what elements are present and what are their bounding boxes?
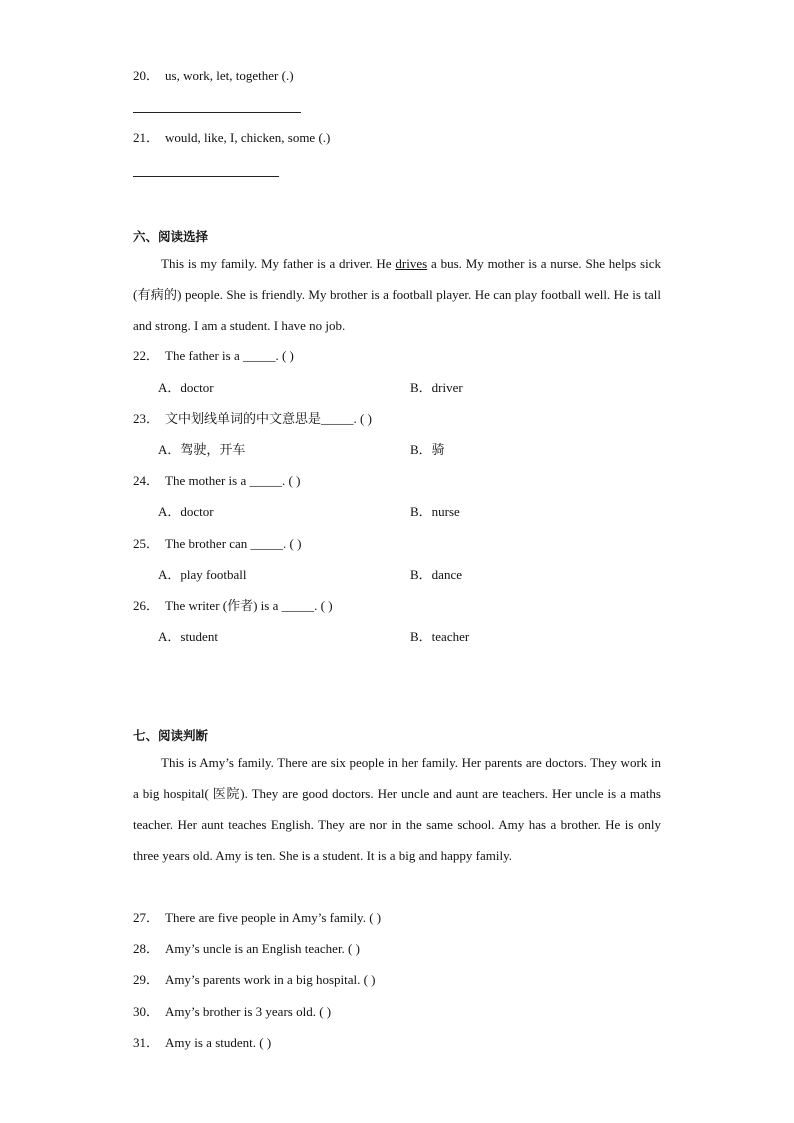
option-24-a[interactable]: A．doctor [158,504,214,519]
option-25-a[interactable]: A．play football [158,567,247,582]
question-22 [133,347,294,365]
answer-line-20[interactable] [133,112,301,113]
question-text: us, work, let, together (.) [165,68,294,83]
question-28 [133,940,360,958]
option-23-b[interactable]: B．骑 [410,442,445,457]
passage-family [133,248,661,341]
question-number: 30． [133,1004,160,1019]
question-number: 21． [133,130,160,145]
question-23 [133,410,372,428]
question-number: 27． [133,910,160,925]
option-26-b[interactable]: B．teacher [410,629,470,644]
question-25 [133,535,301,553]
passage-text: a bus. My mother is a nurse. She helps sick (有病的) people. She is friendly. My brother is a football player. He can play football well. He is tall and strong. I am a student. I have no job. [133,256,661,333]
question-number: 23． [133,411,160,426]
section-heading-reading-choice: 六、阅读选择 [133,229,209,244]
question-text: The father is a _____. ( ) [165,348,294,363]
question-number: 20． [133,68,160,83]
question-number: 31． [133,1035,160,1050]
option-26-a[interactable]: A．student [158,629,218,644]
question-number: 25． [133,536,160,551]
question-text: Amy’s uncle is an English teacher. ( ) [165,941,360,956]
question-number: 24． [133,473,160,488]
question-27 [133,909,381,927]
question-24 [133,472,300,490]
question-text: The mother is a _____. ( ) [165,473,301,488]
option-24-b[interactable]: B．nurse [410,504,460,519]
underlined-word: drives [395,256,428,271]
question-text: The brother can _____. ( ) [165,536,302,551]
option-22-a[interactable]: A．doctor [158,380,214,395]
answer-line-21[interactable] [133,176,279,177]
passage-text: This is my family. My father is a driver. He [161,256,396,271]
option-22-b[interactable]: B．driver [410,380,463,395]
option-23-a[interactable]: A．驾驶，开车 [158,442,246,457]
question-21 [133,129,330,147]
question-number: 26． [133,598,160,613]
passage-amy-family: This is Amy’s family. There are six people in her family. Her parents are doctors. They work in a big hospital( 医院). They are good doctors. Her uncle and aunt are teachers. Her uncle is a maths teacher. Her aunt teaches English. They are nor in the same school. Amy has a brother. He is only three years old. Amy is ten. She is a student. It is a big and happy family. [133,755,661,863]
question-text: Amy is a student. ( ) [165,1035,272,1050]
question-text: Amy’s parents work in a big hospital. ( ) [165,972,376,987]
question-text: The writer (作者) is a _____. ( ) [165,598,333,613]
question-number: 28． [133,941,160,956]
question-text: would, like, I, chicken, some (.) [165,130,331,145]
section-heading-true-false: 七、阅读判断 [133,728,209,743]
question-20 [133,67,294,85]
question-number: 29． [133,972,160,987]
question-text: 文中划线单词的中文意思是_____. ( ) [165,411,372,426]
question-text: Amy’s brother is 3 years old. ( ) [165,1004,332,1019]
question-26 [133,597,333,615]
question-31 [133,1034,271,1052]
option-25-b[interactable]: B．dance [410,567,462,582]
question-30 [133,1003,331,1021]
question-number: 22． [133,348,160,363]
question-29 [133,971,376,989]
question-text: There are five people in Amy’s family. ( ) [165,910,382,925]
